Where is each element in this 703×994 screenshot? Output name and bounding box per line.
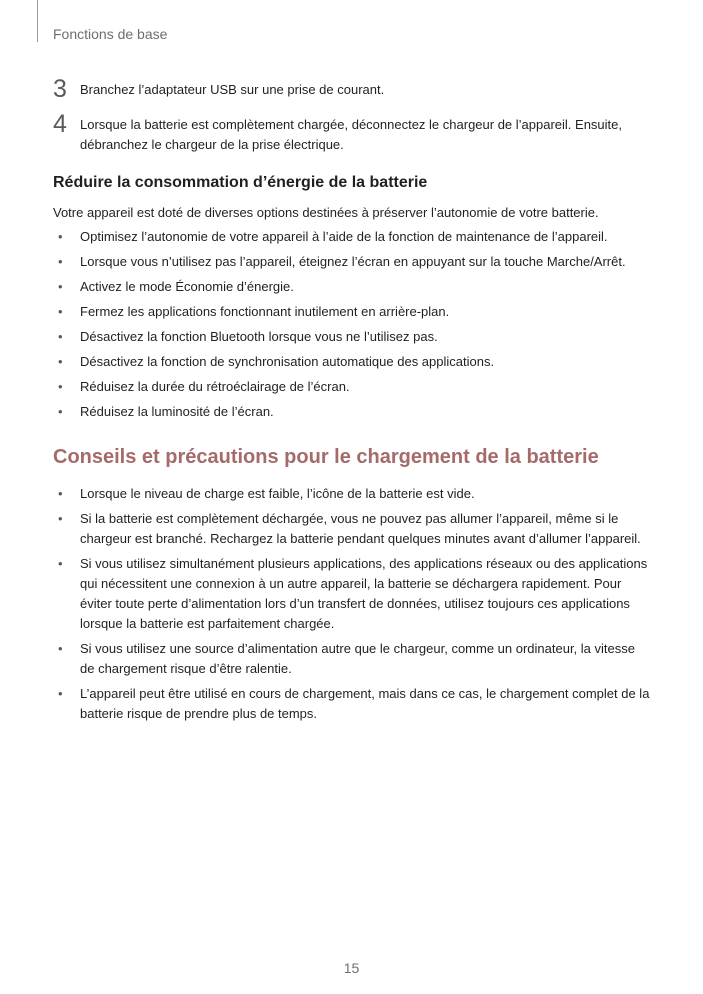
power-saving-list xyxy=(53,227,653,422)
power-saving-heading: Réduire la consommation d’énergie de la batterie xyxy=(53,174,428,191)
list-item-text: Réduisez la durée du rétroéclairage de l’écran. xyxy=(80,379,350,394)
list-item-text: Si la batterie est complètement déchargée, vous ne pouvez pas allumer l’appareil, même si le chargeur est branché. Rechargez la batterie pendant quelques minutes avant d’allumer l’appareil. xyxy=(80,511,641,546)
bullet-icon: • xyxy=(58,686,63,701)
list-item xyxy=(53,639,653,679)
step-number: 4 xyxy=(53,110,67,138)
bullet-icon: • xyxy=(58,354,63,369)
step-text: Branchez l’adaptateur USB sur une prise de courant. xyxy=(80,82,385,97)
page-content xyxy=(53,75,653,729)
section-label: Fonctions de base xyxy=(53,26,168,42)
list-item-text: Lorsque vous n’utilisez pas l’appareil, éteignez l’écran en appuyant sur la touche Marche/Arrêt. xyxy=(80,254,626,269)
step-3 xyxy=(53,75,653,103)
list-item xyxy=(53,484,653,504)
header-divider xyxy=(37,0,38,42)
bullet-icon: • xyxy=(58,279,63,294)
bullet-icon: • xyxy=(58,641,63,656)
list-item xyxy=(53,684,653,724)
page-number: 15 xyxy=(343,960,360,976)
list-item-text: Optimisez l’autonomie de votre appareil à l’aide de la fonction de maintenance de l’appareil. xyxy=(80,229,608,244)
bullet-icon: • xyxy=(58,304,63,319)
power-saving-intro: Votre appareil est doté de diverses options destinées à préserver l’autonomie de votre batterie. xyxy=(53,205,599,220)
list-item xyxy=(53,277,653,297)
charging-tips-heading: Conseils et précautions pour le chargement de la batterie xyxy=(53,446,599,468)
list-item-text: Si vous utilisez simultanément plusieurs applications, des applications réseaux ou des applications qui nécessitent une connexion à un autre appareil, la batterie se déchargera rapidement. Pour éviter toute perte d’alimentation lors d’un transfert de données, utilisez toujours ces applications lorsque la batterie est parfaitement chargée. xyxy=(80,556,648,631)
list-item-text: Réduisez la luminosité de l’écran. xyxy=(80,404,274,419)
list-item xyxy=(53,327,653,347)
step-text: Lorsque la batterie est complètement chargée, déconnectez le chargeur de l’appareil. Ensuite, débranchez le chargeur de la prise électrique. xyxy=(80,117,622,152)
bullet-icon: • xyxy=(58,556,63,571)
list-item xyxy=(53,509,653,549)
list-item xyxy=(53,227,653,247)
bullet-icon: • xyxy=(58,404,63,419)
list-item xyxy=(53,302,653,322)
list-item-text: Désactivez la fonction de synchronisation automatique des applications. xyxy=(80,354,495,369)
step-4 xyxy=(53,110,653,155)
list-item-text: Si vous utilisez une source d’alimentation autre que le chargeur, comme un ordinateur, la vitesse de chargement risque d’être ralentie. xyxy=(80,641,635,676)
bullet-icon: • xyxy=(58,511,63,526)
charging-tips-list xyxy=(53,484,653,724)
list-item xyxy=(53,554,653,634)
bullet-icon: • xyxy=(58,329,63,344)
list-item xyxy=(53,402,653,422)
list-item-text: Lorsque le niveau de charge est faible, l’icône de la batterie est vide. xyxy=(80,486,475,501)
list-item xyxy=(53,252,653,272)
bullet-icon: • xyxy=(58,486,63,501)
list-item-text: L’appareil peut être utilisé en cours de chargement, mais dans ce cas, le chargement complet de la batterie risque de prendre plus de temps. xyxy=(80,686,650,721)
list-item xyxy=(53,377,653,397)
bullet-icon: • xyxy=(58,254,63,269)
list-item-text: Fermez les applications fonctionnant inutilement en arrière-plan. xyxy=(80,304,450,319)
list-item-text: Activez le mode Économie d’énergie. xyxy=(80,279,294,294)
bullet-icon: • xyxy=(58,379,63,394)
list-item-text: Désactivez la fonction Bluetooth lorsque vous ne l’utilisez pas. xyxy=(80,329,438,344)
bullet-icon: • xyxy=(58,229,63,244)
list-item xyxy=(53,352,653,372)
step-number: 3 xyxy=(53,75,67,103)
